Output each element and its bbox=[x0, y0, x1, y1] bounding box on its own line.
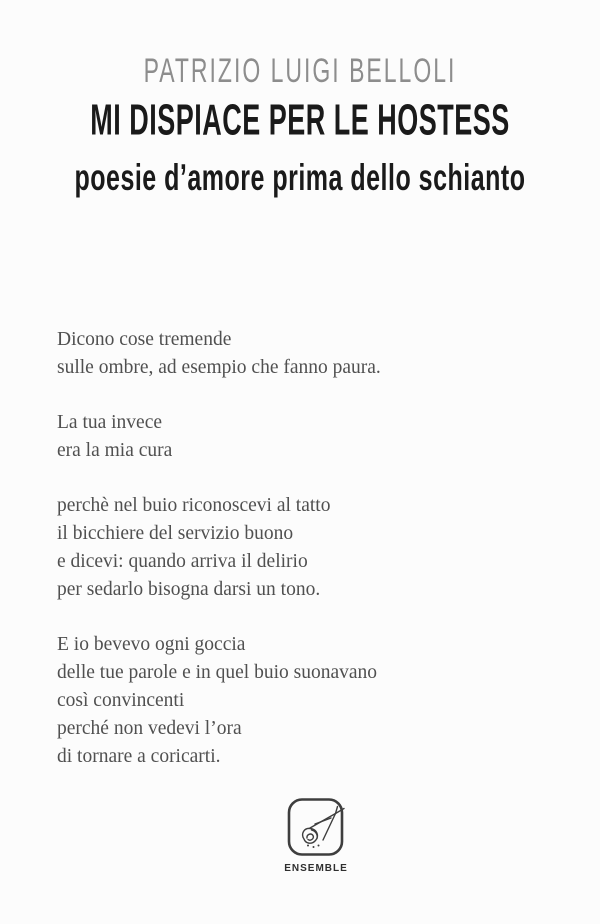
poem-stanza bbox=[57, 631, 537, 771]
poem-line: di tornare a coricarti. bbox=[57, 746, 221, 767]
poem-line: per sedarlo bisogna darsi un tono. bbox=[57, 579, 321, 600]
book-subtitle: poesie d’amore prima dello schianto bbox=[74, 157, 526, 199]
poem-line: sulle ombre, ad esempio che fanno paura. bbox=[57, 357, 381, 378]
book-title: MI DISPIACE PER LE HOSTESS bbox=[90, 96, 510, 144]
publisher-logo bbox=[284, 797, 348, 874]
poem-line: così convincenti bbox=[57, 690, 185, 711]
poem-line: E io bevevo ogni goccia bbox=[57, 634, 246, 655]
poem-stanza bbox=[57, 326, 537, 382]
poem-line: delle tue parole e in quel buio suonavano bbox=[57, 662, 378, 683]
poem-line: e dicevi: quando arriva il delirio bbox=[57, 551, 308, 572]
author-name: PATRIZIO LUIGI BELLOLI bbox=[143, 50, 457, 90]
poem-line: Dicono cose tremende bbox=[57, 329, 232, 350]
poem-line: era la mia cura bbox=[57, 440, 173, 461]
poem-line: il bicchiere del servizio buono bbox=[57, 523, 294, 544]
poem-stanza bbox=[57, 409, 537, 465]
poem-stanza bbox=[57, 492, 537, 604]
poem-line: La tua invece bbox=[57, 412, 163, 433]
poem-line: perchè nel buio riconoscevi al tatto bbox=[57, 495, 331, 516]
poem bbox=[57, 326, 537, 798]
poem-line: perché non vedevi l’ora bbox=[57, 718, 242, 739]
ensemble-sketch-logo-icon bbox=[287, 797, 345, 857]
publisher-name: ENSEMBLE bbox=[284, 863, 348, 874]
